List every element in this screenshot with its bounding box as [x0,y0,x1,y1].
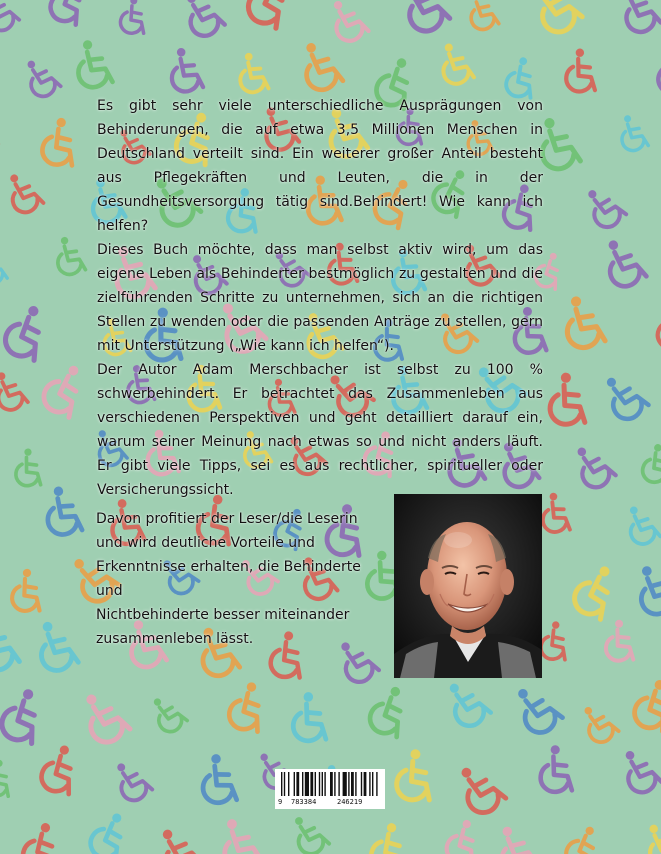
wheelchair-icon [38,360,94,421]
wheelchair-icon [54,235,85,276]
barcode-digits [275,797,385,808]
wheelchair-icon [3,168,44,216]
wheelchair-icon [581,181,627,232]
wheelchair-icon [77,685,131,747]
wheelchair-icon [443,816,486,854]
wheelchair-icon [0,0,20,35]
benefit-text [96,507,388,651]
back-cover-blurb [97,94,543,502]
blurb-paragraph-1: Es gibt sehr viele unterschiedliche Ausprägungen von Behinderungen, die auf etwa 3,5 Millionen Menschen in Deutschland verteilt sind. Ein weiterer großer Anteil besteht aus Pflegekräften und Leuten, die in der Gesundheitsversorgung tätig sind.Behindert! Wie kann ich helfen? [97,98,543,234]
isbn-barcode [275,769,385,809]
wheelchair-icon [203,754,238,803]
wheelchair-icon [0,499,7,541]
wheelchair-icon [37,741,85,797]
wheelchair-icon [617,0,661,36]
wheelchair-icon [510,679,564,739]
wheelchair-icon [21,54,62,101]
wheelchair-icon [0,246,8,286]
wheelchair-icon [326,0,369,45]
wheelchair-icon [119,0,150,36]
wheelchair-icon [0,758,15,799]
wheelchair-icon [562,293,605,350]
wheelchair-icon [46,485,82,535]
wheelchair-icon [85,808,136,854]
wheelchair-icon [578,699,620,746]
wheelchair-icon [466,0,499,32]
wheelchair-icon [243,0,301,31]
wheelchair-icon [394,747,438,803]
wheelchair-icon [0,120,12,168]
wheelchair-icon [633,561,661,617]
wheelchair-icon [147,691,188,736]
benefit-line-2: und wird deutliche Vorteile und [96,535,315,551]
wheelchair-icon [438,40,475,86]
barcode-left-group: 783384 [291,798,317,806]
wheelchair-icon [653,302,661,354]
wheelchair-icon [600,234,647,290]
wheelchair-icon [653,177,661,233]
wheelchair-icon [527,0,584,38]
blurb-paragraph-3: Der Autor Adam Merschbacher ist selbst zu 100 % schwerbehindert. Er betrachtet das Zusammenleben aus verschiedenen Perspektiven und geht detailliert darauf ein, warum seiner Meinung nach etwas so und nicht anders läuft. Er gibt viele Tipps, sei es aus rechtlicher, spiritueller oder Versicherungssicht. [97,362,543,498]
author-photo [394,494,542,678]
wheelchair-icon [543,493,571,533]
wheelchair-icon [10,567,46,613]
wheelchair-icon [225,678,273,734]
wheelchair-icon [570,439,617,492]
wheelchair-icon [539,744,576,793]
wheelchair-icon [365,682,416,740]
benefit-line-4: Nichtbehinderte besser miteinander [96,607,350,623]
wheelchair-icon [75,38,113,89]
wheelchair-icon [640,442,661,486]
wheelchair-icon [442,674,493,730]
wheelchair-icon [218,815,262,854]
blurb-paragraph-2: Dieses Buch möchte, dass man selbst aktiv wird, um das eigene Leben als Behinderter bestmöglich zu gestalten und die zielführenden Schritte zu unternehmen, sich an die richtigen Stellen zu wenden oder die passenden Anträge zu stellen, gern mit Unterstützung („Wie kann ich helfen“). [97,242,543,354]
wheelchair-icon [549,372,589,426]
wheelchair-icon [618,744,661,796]
wheelchair-icon [618,113,649,153]
wheelchair-icon [642,819,661,854]
wheelchair-icon [46,0,95,28]
wheelchair-icon [599,368,650,424]
wheelchair-icon [0,614,20,673]
wheelchair-icon [565,47,599,93]
wheelchair-icon [630,675,661,734]
wheelchair-icon [179,0,226,40]
wheelchair-icon [292,691,330,742]
wheelchair-icon [654,45,661,100]
wheelchair-icon [238,52,268,94]
wheelchair-icon [605,619,638,663]
wheelchair-icon [34,617,79,673]
wheelchair-icon [569,560,627,622]
wheelchair-icon [288,810,330,854]
wheelchair-icon [623,501,661,547]
benefit-line-1: Davon profitiert der Leser/die Leserin [96,511,358,527]
wheelchair-icon [368,820,413,854]
wheelchair-icon [154,822,204,854]
barcode-lead-digit: 9 [278,798,283,806]
wheelchair-icon [39,115,82,168]
wheelchair-icon [539,619,573,662]
wheelchair-icon [298,37,344,93]
wheelchair-icon [494,822,538,854]
wheelchair-icon [562,822,608,854]
wheelchair-icon [0,367,29,413]
author-portrait-icon [394,494,542,678]
wheelchair-icon [19,819,67,854]
wheelchair-icon [0,300,56,363]
barcode-right-group: 246219 [337,798,363,806]
wheelchair-icon [453,758,508,818]
wheelchair-icon [397,0,451,36]
wheelchair-icon [0,684,51,746]
wheelchair-icon [110,756,153,805]
wheelchair-icon [170,47,204,93]
benefit-line-5: zusammenleben lässt. [96,631,254,647]
wheelchair-icon [15,447,45,487]
barcode-bars-icon [281,772,379,796]
benefit-line-3: Erkenntnisse erhalten, die Behinderte und [96,559,361,599]
